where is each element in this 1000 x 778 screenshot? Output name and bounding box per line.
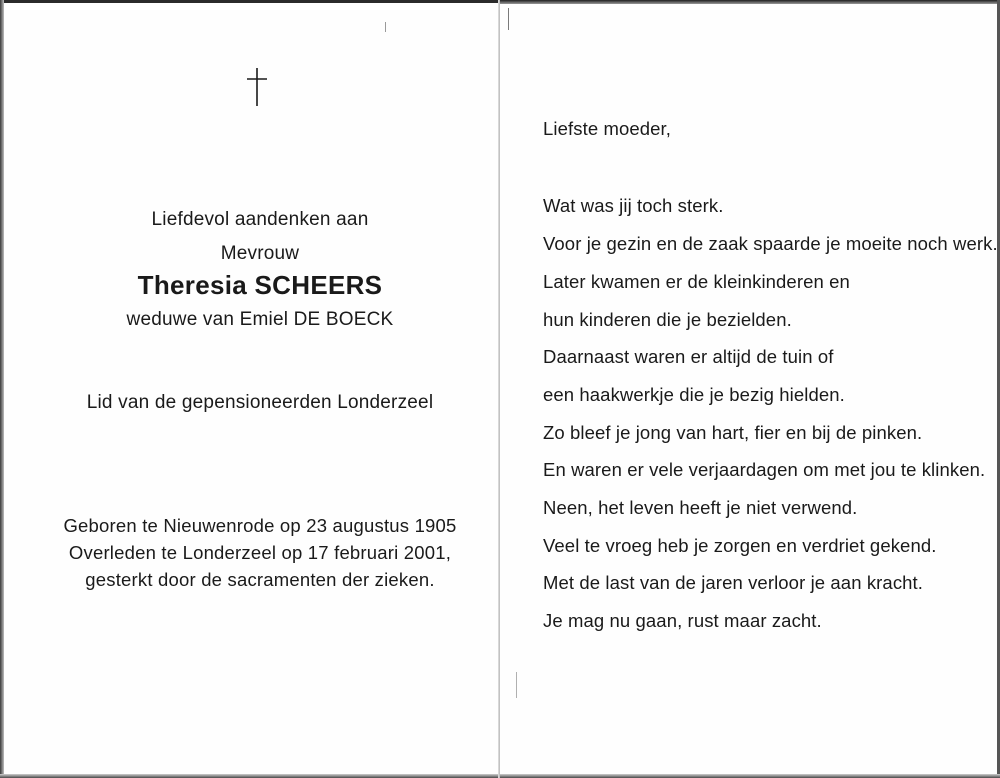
scan-edge-left: [0, 0, 4, 778]
membership-line: Lid van de gepensioneerden Londerzeel: [86, 392, 434, 413]
poem-line: Neen, het leven heeft je niet verwend.: [543, 497, 858, 518]
scan-mark: [508, 8, 509, 30]
poem-line: hun kinderen die je bezielden.: [543, 309, 792, 330]
poem-line: Later kwamen er de kleinkinderen en: [543, 271, 850, 292]
death-line: Overleden te Londerzeel op 17 februari 2001,: [68, 542, 452, 563]
poem-line: Je mag nu gaan, rust maar zacht.: [543, 610, 822, 631]
sacraments-line: gesterkt door de sacramenten der zieken.: [85, 569, 435, 590]
widow-line: weduwe van Emiel DE BOECK: [126, 309, 394, 330]
poem-line: Wat was jij toch sterk.: [543, 195, 724, 216]
cross-icon: [232, 66, 282, 108]
scan-mark: [516, 672, 517, 698]
poem-line: Zo bleef je jong van hart, fier en bij de pinken.: [543, 422, 923, 443]
in-memoriam-line: Liefdevol aandenken aan: [151, 209, 369, 230]
poem-line: En waren er vele verjaardagen om met jou te klinken.: [543, 459, 986, 480]
title-line: Mevrouw: [220, 243, 300, 264]
poem-line: een haakwerkje die je bezig hielden.: [543, 384, 845, 405]
poem-line: Voor je gezin en de zaak spaarde je moeite noch werk.: [543, 233, 998, 254]
birth-line: Geboren te Nieuwenrode op 23 augustus 1905: [63, 515, 457, 536]
scan-edge-bottom: [0, 774, 1000, 778]
poem-line: Veel te vroeg heb je zorgen en verdriet gekend.: [543, 535, 937, 556]
poem-line: Met de last van de jaren verloor je aan kracht.: [543, 572, 924, 593]
scan-mark: [385, 22, 386, 32]
deceased-name: Theresia SCHEERS: [137, 270, 383, 300]
scan-edge-top-right: [500, 0, 1000, 4]
poem-line: Daarnaast waren er altijd de tuin of: [543, 346, 834, 367]
card-fold-line: [498, 0, 500, 778]
poem-salutation: Liefste moeder,: [543, 118, 671, 139]
